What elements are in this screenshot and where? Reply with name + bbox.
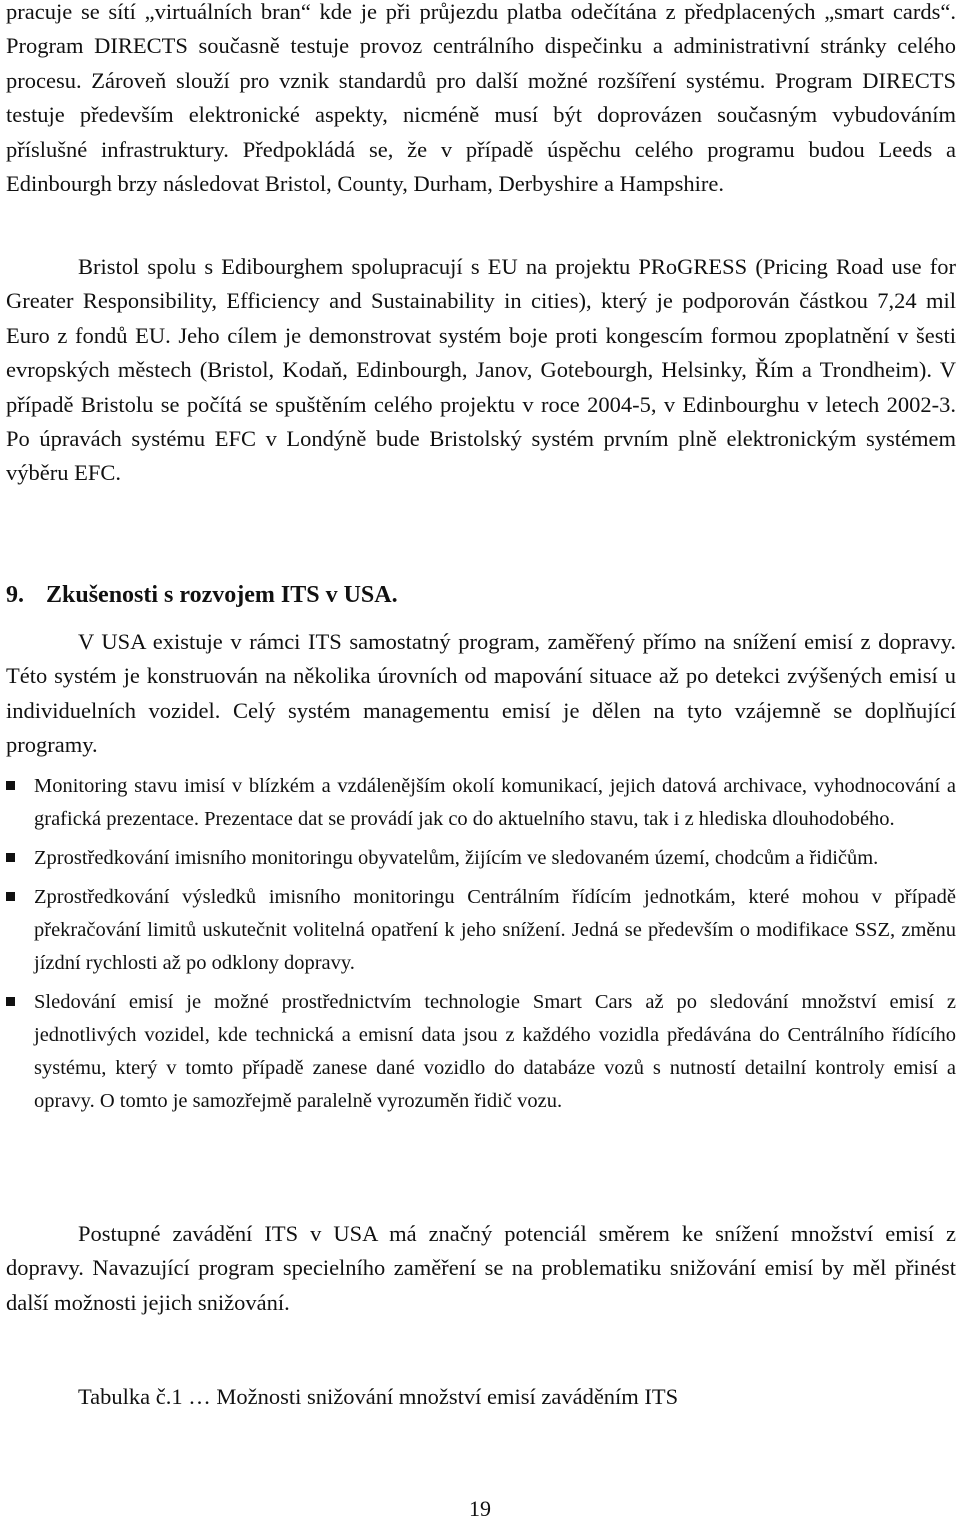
list-item-text: Monitoring stavu imisí v blízkém a vzdálenějším okolí komunikací, jejich datová archivace, vyhodnocování a grafická prezentace. Prezentace dat se provádí jak co do aktuelního stavu, tak i z hlediska dlouhodobého. xyxy=(34,775,956,830)
programs-list xyxy=(6,770,956,1118)
list-item xyxy=(6,881,956,980)
list-item-text: Zprostředkování výsledků imisního monitoringu Centrálním řídícím jednotkám, které mohou v případě překračování limitů uskutečnit volitelná opatření k jeho snížení. Jedná se především o modifikace SSZ, změnu jízdní rychlosti až po odklony dopravy. xyxy=(34,886,956,974)
list-item xyxy=(6,842,956,875)
square-bullet-icon xyxy=(6,781,15,790)
page-number: 19 xyxy=(469,1496,491,1521)
table-caption: Tabulka č.1 … Možnosti snižování množství emisí zaváděním ITS xyxy=(78,1384,679,1409)
section-number: 9. xyxy=(6,582,24,608)
square-bullet-icon xyxy=(6,892,15,901)
list-item xyxy=(6,986,956,1118)
paragraph-usa-conclusion: Postupné zavádění ITS v USA má značný potenciál směrem ke snížení množství emisí z dopravy. Navazující program specielního zaměření se na problematiku snižování emisí by měl přinést další možnosti jejich snižování. xyxy=(6,1221,956,1315)
list-item-text: Zprostředkování imisního monitoringu obyvatelům, žijícím ve sledovaném území, chodcům a řidičům. xyxy=(34,847,879,869)
paragraph-directs: pracuje se sítí „virtuálních bran“ kde je při průjezdu platba odečítána z předplacených „smart cards“. Program DIRECTS současně testuje provoz centrálního dispečinku a administrativní stránky celého procesu. Zároveň slouží pro vznik standardů pro další možné rozšíření systému. Program DIRECTS testuje především elektronické aspekty, nicméně musí být doprovázen současným vybudováním příslušné infrastruktury. Předpokládá se, že v případě úspěchu celého programu budou Leeds a Edinbourgh brzy následovat Bristol, County, Durham, Derbyshire a Hampshire. xyxy=(6,0,956,197)
list-item xyxy=(6,770,956,836)
list-item-text: Sledování emisí je možné prostřednictvím technologie Smart Cars až po sledování množství emisí z jednotlivých vozidel, kde technická a emisní data jsou z každého vozidla předávána do Centrálního řídícího systému, který v tomto případě zanese dané vozidlo do databáze vozů s nutností detailní kontroly emisí a opravy. O tomto je samozřejmě paralelně vyrozuměn řidič vozu. xyxy=(34,991,956,1112)
square-bullet-icon xyxy=(6,997,15,1006)
paragraph-progress: Bristol spolu s Edibourghem spolupracují s EU na projektu PRoGRESS (Pricing Road use for Greater Responsibility, Efficiency and Sustainability in cities), který je podporován částkou 7,24 mil Euro z fondů EU. Jeho cílem je demonstrovat systém boje proti kongescím formou zpoplatnění v šesti evropských městech (Bristol, Kodaň, Edinbourgh, Janov, Gotebourgh, Helsinky, Řím a Trondheim). V případě Bristolu se počítá se spuštěním celého projektu v roce 2004-5, v Edinbourghu v letech 2002-3. Po úpravách systému EFC v Londýně bude Bristolský systém prvním plně elektronickým systémem výběru EFC. xyxy=(6,254,956,486)
section-title: Zkušenosti s rozvojem ITS v USA. xyxy=(46,582,398,608)
paragraph-usa-intro: V USA existuje v rámci ITS samostatný program, zaměřený přímo na snížení emisí z dopravy. Této systém je konstruován na několika úrovních od mapování situace až po detekci zvýšených emisí u individuelních vozidel. Celý systém managementu emisí je dělen na tyto vzájemně se doplňující programy. xyxy=(6,629,956,758)
square-bullet-icon xyxy=(6,853,15,862)
section-heading xyxy=(6,578,398,612)
